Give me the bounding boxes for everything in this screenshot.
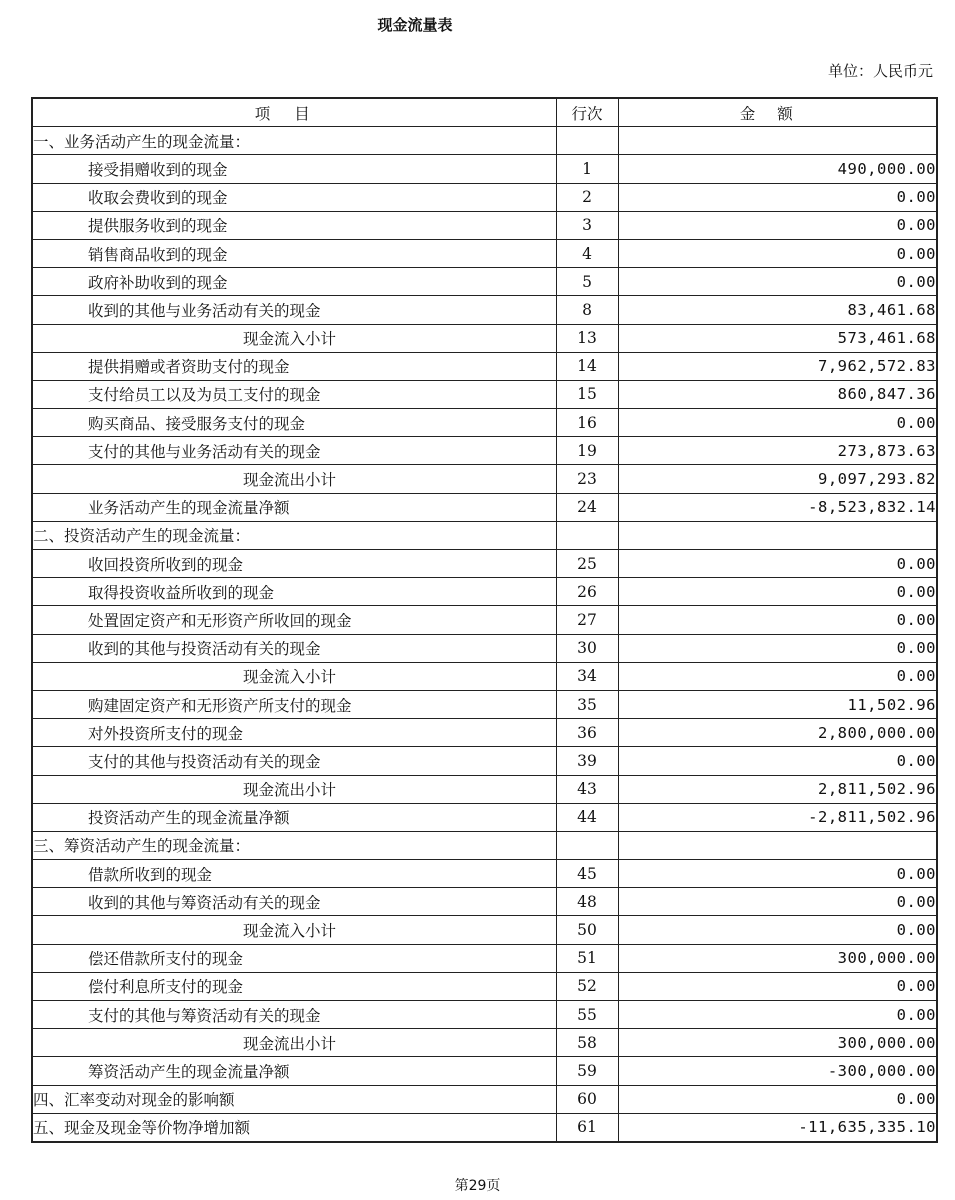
row-amount: -300,000.00	[618, 1057, 937, 1085]
table-row	[32, 521, 937, 549]
row-item: 支付的其他与筹资活动有关的现金	[32, 1001, 556, 1029]
table-row	[32, 1057, 937, 1085]
row-amount: 0.00	[618, 662, 937, 690]
row-line-no: 30	[556, 634, 618, 662]
row-amount	[618, 831, 937, 859]
row-line-no: 35	[556, 690, 618, 718]
row-item: 借款所收到的现金	[32, 860, 556, 888]
table-row	[32, 437, 937, 465]
row-line-no: 4	[556, 239, 618, 267]
row-amount: 2,811,502.96	[618, 775, 937, 803]
row-item: 筹资活动产生的现金流量净额	[32, 1057, 556, 1085]
table-row	[32, 888, 937, 916]
table-body	[32, 127, 937, 1142]
row-item: 销售商品收到的现金	[32, 239, 556, 267]
row-amount: 300,000.00	[618, 944, 937, 972]
table-row	[32, 380, 937, 408]
table-row	[32, 183, 937, 211]
row-amount: 0.00	[618, 211, 937, 239]
row-amount: 9,097,293.82	[618, 465, 937, 493]
row-amount: 300,000.00	[618, 1029, 937, 1057]
table-header-row	[32, 98, 937, 127]
row-item: 接受捐赠收到的现金	[32, 155, 556, 183]
row-item: 购建固定资产和无形资产所支付的现金	[32, 690, 556, 718]
row-line-no: 5	[556, 268, 618, 296]
row-item: 一、业务活动产生的现金流量：	[32, 127, 556, 155]
table-row	[32, 916, 937, 944]
row-line-no: 55	[556, 1001, 618, 1029]
row-item: 政府补助收到的现金	[32, 268, 556, 296]
row-amount: 0.00	[618, 888, 937, 916]
table-row	[32, 690, 937, 718]
header-line-no: 行次	[556, 98, 618, 127]
row-amount: 0.00	[618, 747, 937, 775]
row-item: 投资活动产生的现金流量净额	[32, 803, 556, 831]
row-line-no: 59	[556, 1057, 618, 1085]
table-row	[32, 352, 937, 380]
row-amount: 860,847.36	[618, 380, 937, 408]
table-row	[32, 155, 937, 183]
table-row	[32, 296, 937, 324]
row-amount: 11,502.96	[618, 690, 937, 718]
row-line-no: 8	[556, 296, 618, 324]
row-line-no: 1	[556, 155, 618, 183]
table-row	[32, 127, 937, 155]
row-item: 处置固定资产和无形资产所收回的现金	[32, 606, 556, 634]
row-amount: 0.00	[618, 860, 937, 888]
row-line-no: 15	[556, 380, 618, 408]
row-amount: -11,635,335.10	[618, 1113, 937, 1142]
table-row	[32, 944, 937, 972]
table-row	[32, 1029, 937, 1057]
row-amount: 0.00	[618, 916, 937, 944]
table-row	[32, 803, 937, 831]
row-item: 支付给员工以及为员工支付的现金	[32, 380, 556, 408]
row-item: 现金流出小计	[32, 1029, 556, 1057]
table-row	[32, 268, 937, 296]
row-item: 对外投资所支付的现金	[32, 719, 556, 747]
table-row	[32, 831, 937, 859]
row-item: 五、现金及现金等价物净增加额	[32, 1113, 556, 1142]
row-amount: -2,811,502.96	[618, 803, 937, 831]
row-line-no: 16	[556, 409, 618, 437]
row-line-no: 60	[556, 1085, 618, 1113]
row-item: 业务活动产生的现金流量净额	[32, 493, 556, 521]
row-item: 支付的其他与业务活动有关的现金	[32, 437, 556, 465]
row-line-no: 51	[556, 944, 618, 972]
table-row	[32, 634, 937, 662]
table-row	[32, 747, 937, 775]
row-line-no: 45	[556, 860, 618, 888]
row-amount: 0.00	[618, 239, 937, 267]
row-item: 收到的其他与投资活动有关的现金	[32, 634, 556, 662]
row-item: 收取会费收到的现金	[32, 183, 556, 211]
row-item: 支付的其他与投资活动有关的现金	[32, 747, 556, 775]
table-row	[32, 972, 937, 1000]
row-line-no: 27	[556, 606, 618, 634]
row-item: 偿付利息所支付的现金	[32, 972, 556, 1000]
row-item: 提供服务收到的现金	[32, 211, 556, 239]
row-line-no: 2	[556, 183, 618, 211]
row-line-no	[556, 831, 618, 859]
row-line-no: 44	[556, 803, 618, 831]
row-line-no: 13	[556, 324, 618, 352]
cash-flow-table	[31, 97, 938, 1143]
row-item: 收到的其他与业务活动有关的现金	[32, 296, 556, 324]
page-number: 第29页	[454, 1178, 501, 1194]
row-line-no: 24	[556, 493, 618, 521]
table-row	[32, 578, 937, 606]
page-title: 现金流量表	[377, 16, 453, 34]
row-line-no: 19	[556, 437, 618, 465]
row-line-no: 43	[556, 775, 618, 803]
row-item: 现金流出小计	[32, 465, 556, 493]
row-item: 取得投资收益所收到的现金	[32, 578, 556, 606]
row-amount: 0.00	[618, 1001, 937, 1029]
row-line-no: 52	[556, 972, 618, 1000]
row-amount: -8,523,832.14	[618, 493, 937, 521]
row-line-no: 50	[556, 916, 618, 944]
row-item: 四、汇率变动对现金的影响额	[32, 1085, 556, 1113]
row-amount	[618, 127, 937, 155]
row-amount: 0.00	[618, 183, 937, 211]
unit-label: 单位：人民币元	[827, 62, 933, 80]
table-row	[32, 606, 937, 634]
header-amount: 金额	[618, 98, 937, 127]
row-amount: 0.00	[618, 268, 937, 296]
table-row	[32, 239, 937, 267]
row-item: 购买商品、接受服务支付的现金	[32, 409, 556, 437]
row-line-no	[556, 127, 618, 155]
row-amount: 0.00	[618, 550, 937, 578]
row-amount: 490,000.00	[618, 155, 937, 183]
row-line-no: 3	[556, 211, 618, 239]
table-row	[32, 860, 937, 888]
table-row	[32, 1085, 937, 1113]
row-line-no: 14	[556, 352, 618, 380]
row-item: 二、投资活动产生的现金流量：	[32, 521, 556, 549]
row-item: 现金流入小计	[32, 916, 556, 944]
table-row	[32, 550, 937, 578]
row-amount	[618, 521, 937, 549]
row-line-no: 61	[556, 1113, 618, 1142]
row-line-no: 39	[556, 747, 618, 775]
row-item: 现金流出小计	[32, 775, 556, 803]
table-row	[32, 324, 937, 352]
table-row	[32, 1001, 937, 1029]
row-amount: 2,800,000.00	[618, 719, 937, 747]
row-item: 现金流入小计	[32, 662, 556, 690]
row-amount: 7,962,572.83	[618, 352, 937, 380]
row-item: 收到的其他与筹资活动有关的现金	[32, 888, 556, 916]
row-amount: 83,461.68	[618, 296, 937, 324]
row-amount: 273,873.63	[618, 437, 937, 465]
row-line-no: 25	[556, 550, 618, 578]
row-line-no: 48	[556, 888, 618, 916]
row-amount: 0.00	[618, 634, 937, 662]
table-row	[32, 465, 937, 493]
row-amount: 0.00	[618, 578, 937, 606]
row-line-no: 58	[556, 1029, 618, 1057]
row-item: 收回投资所收到的现金	[32, 550, 556, 578]
row-amount: 0.00	[618, 606, 937, 634]
table-row	[32, 775, 937, 803]
row-line-no: 26	[556, 578, 618, 606]
row-amount: 0.00	[618, 972, 937, 1000]
table-row	[32, 409, 937, 437]
row-item: 现金流入小计	[32, 324, 556, 352]
row-item: 偿还借款所支付的现金	[32, 944, 556, 972]
header-item: 项目	[32, 98, 556, 127]
row-line-no: 23	[556, 465, 618, 493]
row-amount: 0.00	[618, 409, 937, 437]
row-line-no: 36	[556, 719, 618, 747]
row-line-no	[556, 521, 618, 549]
table-row	[32, 662, 937, 690]
table-row	[32, 719, 937, 747]
table-row	[32, 1113, 937, 1142]
row-item: 提供捐赠或者资助支付的现金	[32, 352, 556, 380]
row-item: 三、筹资活动产生的现金流量：	[32, 831, 556, 859]
table-row	[32, 493, 937, 521]
row-amount: 573,461.68	[618, 324, 937, 352]
row-line-no: 34	[556, 662, 618, 690]
row-amount: 0.00	[618, 1085, 937, 1113]
table-row	[32, 211, 937, 239]
